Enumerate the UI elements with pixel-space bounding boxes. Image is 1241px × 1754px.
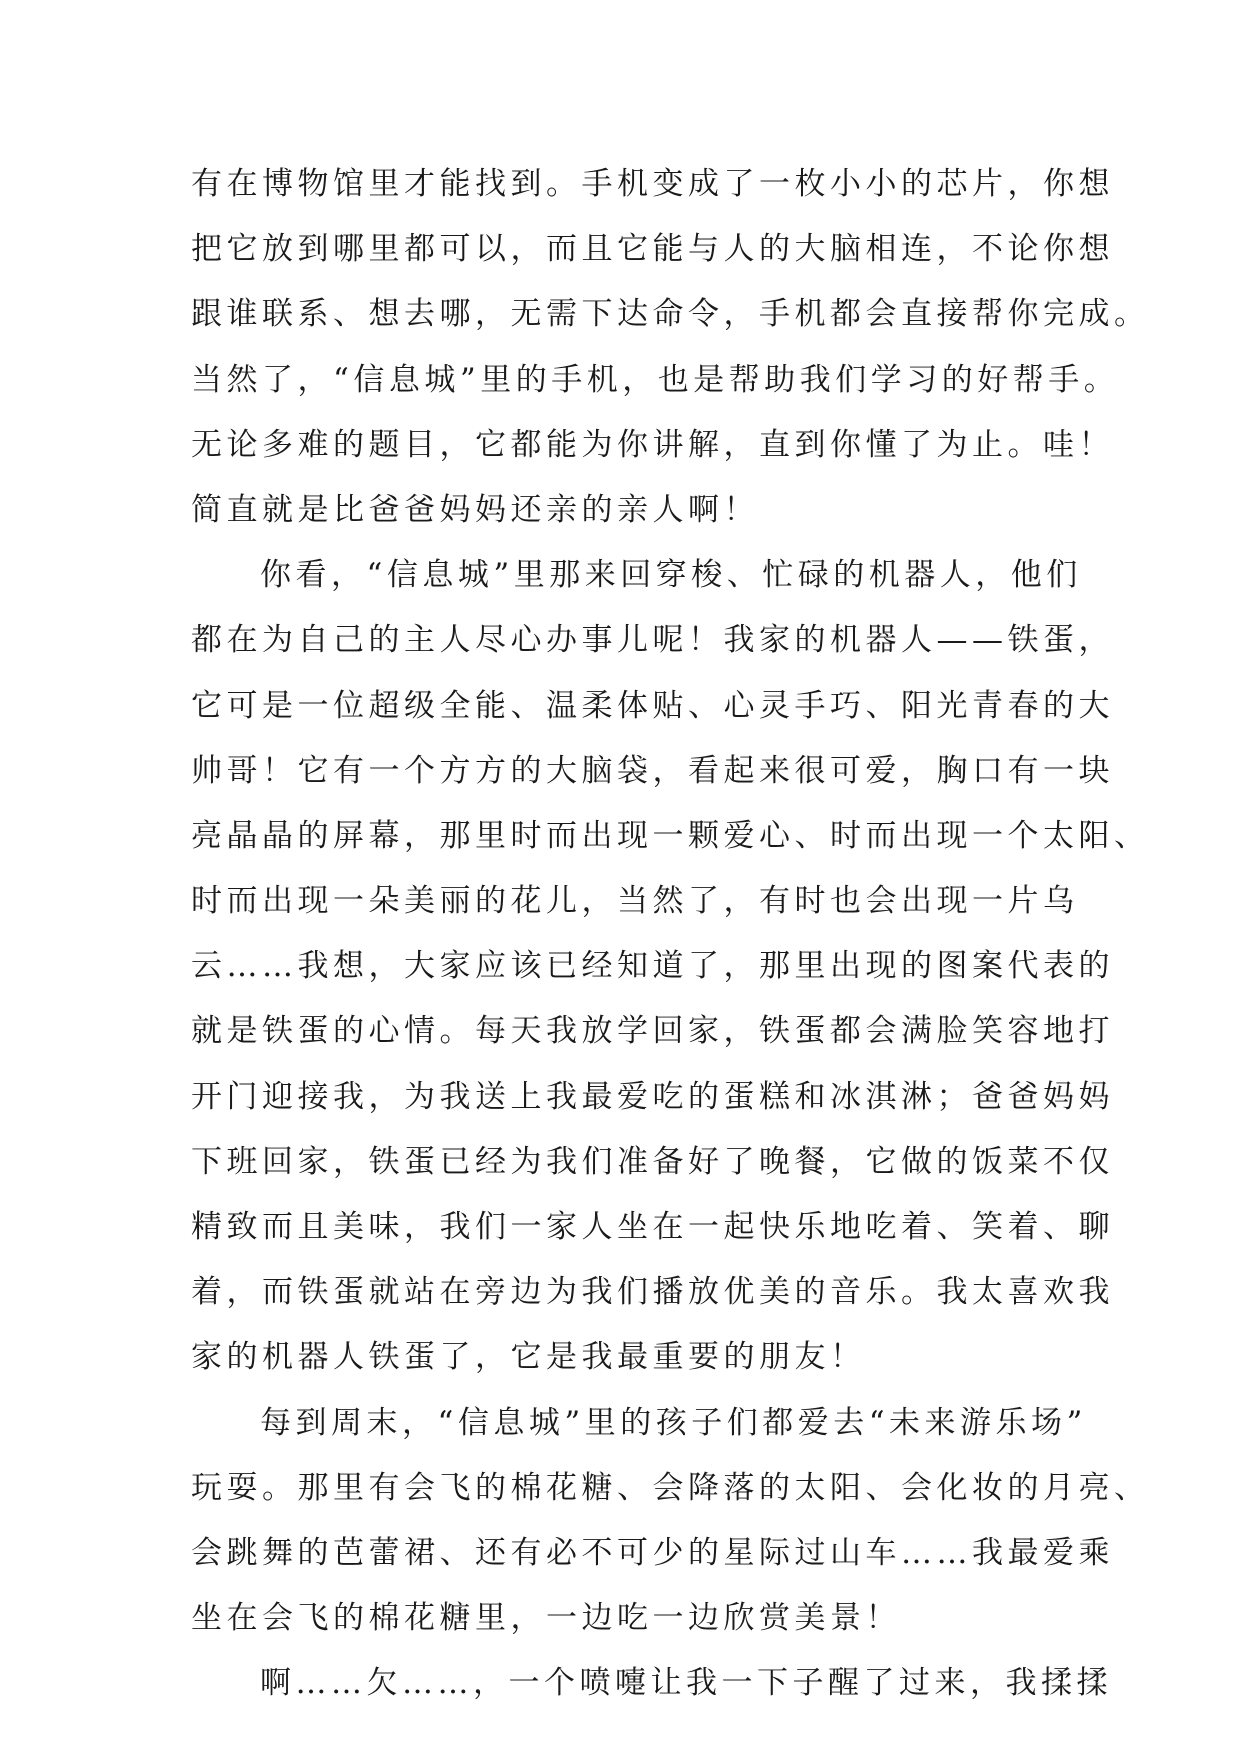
text-line: 当然了，“信息城”里的手机，也是帮助我们学习的好帮手。 bbox=[191, 361, 1120, 398]
text-line: 着，而铁蛋就站在旁边为我们播放优美的音乐。我太喜欢我 bbox=[191, 1274, 1114, 1311]
paragraph-start-line: 你看，“信息城”里那来回穿梭、忙碌的机器人，他们 bbox=[260, 557, 1082, 594]
text-line: 都在为自己的主人尽心办事儿呢！我家的机器人——铁蛋， bbox=[191, 622, 1114, 659]
text-line: 开门迎接我，为我送上我最爱吃的蛋糕和冰淇淋；爸爸妈妈 bbox=[191, 1078, 1114, 1115]
text-line: 有在博物馆里才能找到。手机变成了一枚小小的芯片，你想 bbox=[191, 166, 1114, 202]
paragraph-start-line: 每到周末，“信息城”里的孩子们都爱去“未来游乐场” bbox=[260, 1404, 1087, 1441]
text-line: 坐在会飞的棉花糖里，一边吃一边欣赏美景！ bbox=[191, 1600, 901, 1637]
text-line: 会跳舞的芭蕾裙、还有必不可少的星际过山车……我最爱乘 bbox=[191, 1534, 1114, 1571]
text-line: 它可是一位超级全能、温柔体贴、心灵手巧、阳光青春的大 bbox=[191, 687, 1114, 724]
text-line: 下班回家，铁蛋已经为我们准备好了晚餐，它做的饭菜不仅 bbox=[191, 1143, 1114, 1180]
text-line: 家的机器人铁蛋了，它是我最重要的朋友！ bbox=[191, 1339, 866, 1376]
text-line: 时而出现一朵美丽的花儿，当然了，有时也会出现一片乌 bbox=[191, 883, 1079, 920]
text-line: 云……我想，大家应该已经知道了，那里出现的图案代表的 bbox=[191, 948, 1114, 985]
text-line: 就是铁蛋的心情。每天我放学回家，铁蛋都会满脸笑容地打 bbox=[191, 1013, 1114, 1050]
paragraph-start-line: 啊……欠……，一个喷嚏让我一下子醒了过来，我揉揉 bbox=[260, 1665, 1112, 1702]
text-line: 无论多难的题目，它都能为你讲解，直到你懂了为止。哇！ bbox=[191, 426, 1114, 463]
text-line: 跟谁联系、想去哪，无需下达命令，手机都会直接帮你完成。 bbox=[191, 296, 1150, 333]
text-line: 亮晶晶的屏幕，那里时而出现一颗爱心、时而出现一个太阳、 bbox=[191, 817, 1150, 854]
text-line: 简直就是比爸爸妈妈还亲的亲人啊！ bbox=[191, 491, 759, 528]
text-line: 玩耍。那里有会飞的棉花糖、会降落的太阳、会化妆的月亮、 bbox=[191, 1469, 1150, 1506]
body-text bbox=[191, 152, 1150, 1717]
text-line: 帅哥！它有一个方方的大脑袋，看起来很可爱，胸口有一块 bbox=[191, 752, 1114, 789]
text-line: 精致而且美味，我们一家人坐在一起快乐地吃着、笑着、聊 bbox=[191, 1209, 1114, 1245]
text-line: 把它放到哪里都可以，而且它能与人的大脑相连，不论你想 bbox=[191, 231, 1114, 268]
